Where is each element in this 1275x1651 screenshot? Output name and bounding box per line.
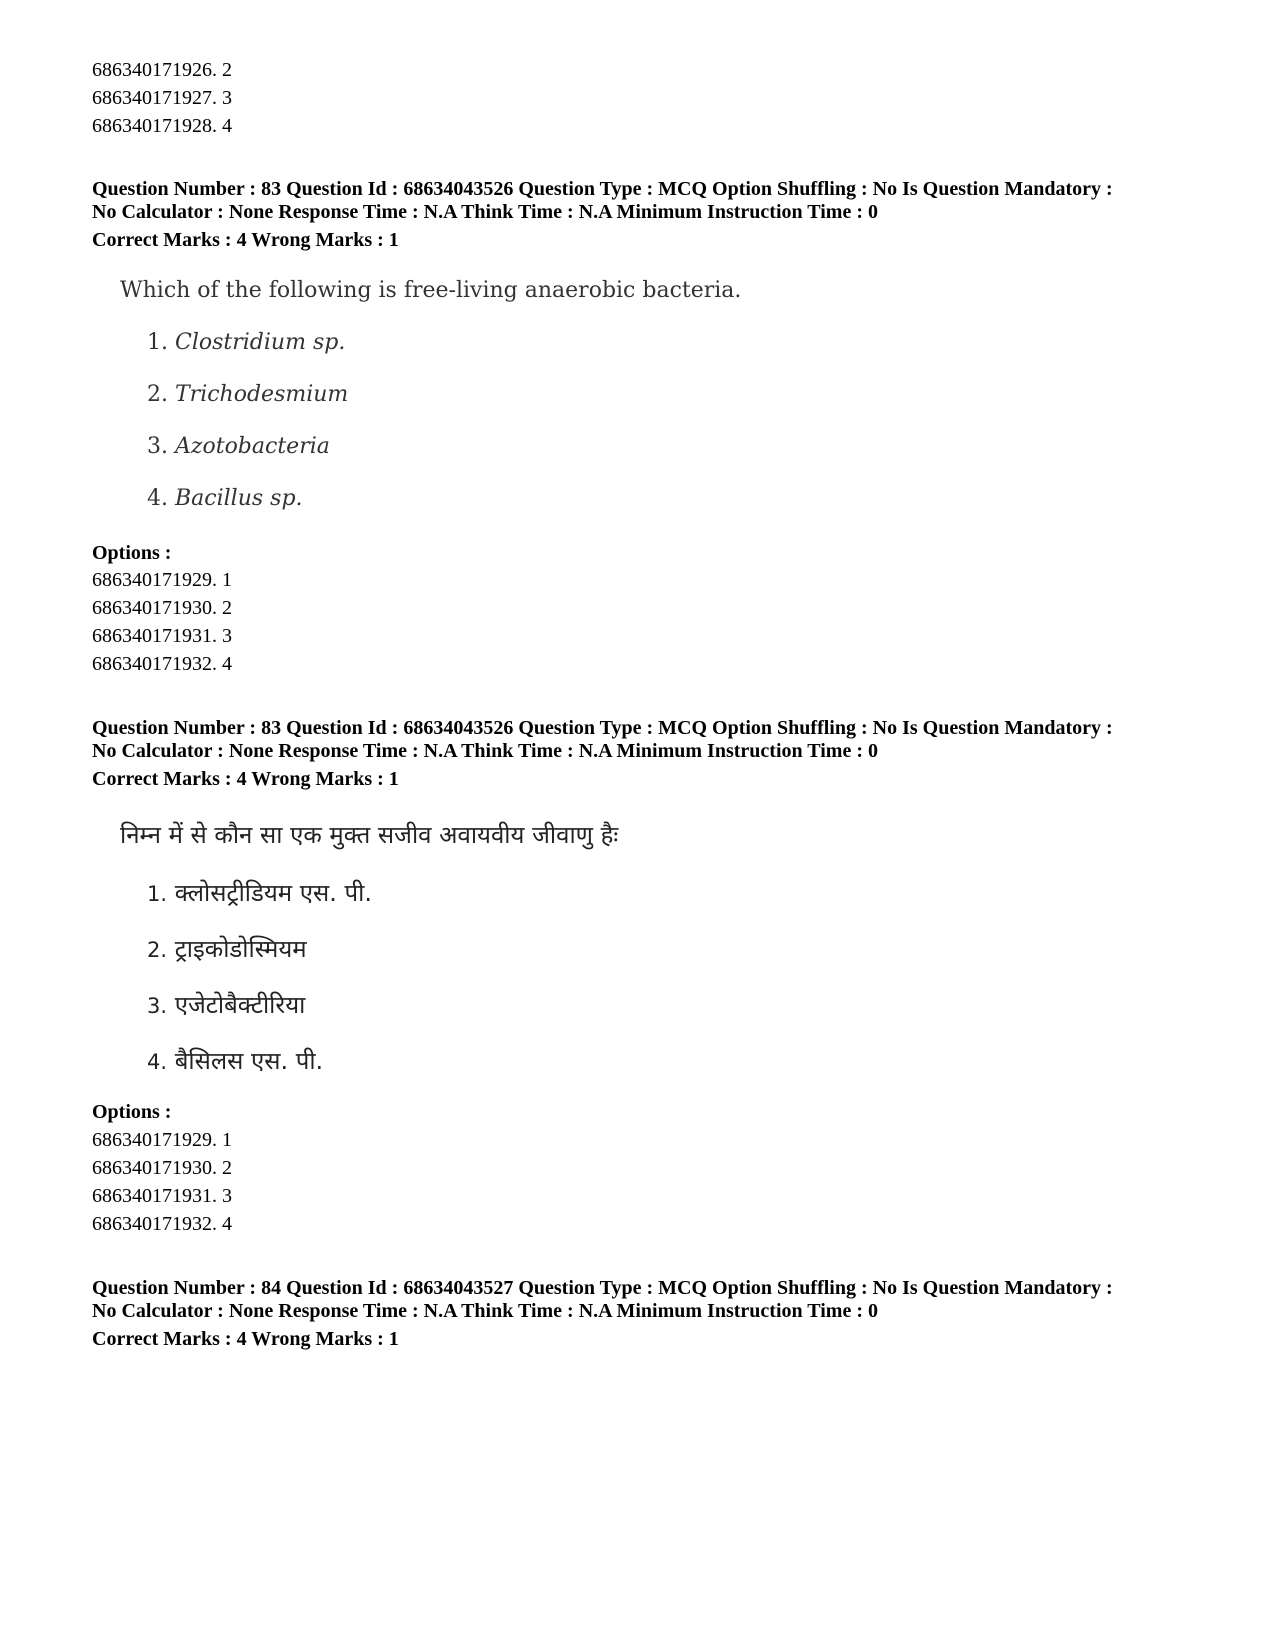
question-header: No Calculator : None Response Time : N.A Think Time : N.A Minimum Instruction Time : 0 bbox=[92, 740, 878, 762]
choice-text: क्लोसट्रीडियम एस. पी. bbox=[174, 879, 372, 907]
question-marks: Correct Marks : 4 Wrong Marks : 1 bbox=[92, 1328, 399, 1350]
choice-number: 3. bbox=[147, 994, 168, 1018]
choice-number: 4. bbox=[147, 486, 168, 511]
option-line: 686340171927. 3 bbox=[92, 87, 232, 109]
question-marks: Correct Marks : 4 Wrong Marks : 1 bbox=[92, 229, 399, 251]
option-line: 686340171931. 3 bbox=[92, 1185, 232, 1207]
option-line: 686340171932. 4 bbox=[92, 1213, 232, 1235]
option-line: 686340171931. 3 bbox=[92, 625, 232, 647]
choice-item bbox=[147, 988, 305, 1021]
choice-item bbox=[147, 876, 372, 909]
choice-number: 2. bbox=[147, 382, 168, 407]
question-stem: Which of the following is free-living anaerobic bacteria. bbox=[120, 278, 742, 303]
choice-text: ट्राइकोडोस्मियम bbox=[174, 935, 307, 963]
choice-text: एजेटोबैक्टीरिया bbox=[174, 991, 306, 1019]
choice-text: बैसिलस एस. पी. bbox=[174, 1047, 324, 1075]
option-line: 686340171926. 2 bbox=[92, 59, 232, 81]
choice-item bbox=[147, 330, 345, 355]
choice-item bbox=[147, 932, 307, 965]
option-line: 686340171929. 1 bbox=[92, 1129, 232, 1151]
options-label: Options : bbox=[92, 1101, 172, 1123]
choice-number: 3. bbox=[147, 434, 168, 459]
option-line: 686340171928. 4 bbox=[92, 115, 232, 137]
choice-text: Trichodesmium bbox=[175, 382, 349, 407]
choice-number: 2. bbox=[147, 938, 168, 962]
question-header: No Calculator : None Response Time : N.A Think Time : N.A Minimum Instruction Time : 0 bbox=[92, 201, 878, 223]
choice-item bbox=[147, 1044, 323, 1077]
question-marks: Correct Marks : 4 Wrong Marks : 1 bbox=[92, 768, 399, 790]
choice-text: Bacillus sp. bbox=[175, 486, 303, 511]
choice-text: Azotobacteria bbox=[175, 434, 330, 459]
question-header: No Calculator : None Response Time : N.A Think Time : N.A Minimum Instruction Time : 0 bbox=[92, 1300, 878, 1322]
question-header: Question Number : 83 Question Id : 68634043526 Question Type : MCQ Option Shuffling : No Is Question Mandatory : bbox=[92, 717, 1113, 739]
choice-item bbox=[147, 486, 303, 511]
choice-item bbox=[147, 382, 348, 407]
choice-number: 1. bbox=[147, 882, 168, 906]
question-header: Question Number : 83 Question Id : 68634043526 Question Type : MCQ Option Shuffling : No Is Question Mandatory : bbox=[92, 178, 1113, 200]
question-stem: निम्न में से कौन सा एक मुक्त सजीव अवायवीय जीवाणु हैः bbox=[120, 821, 619, 849]
option-line: 686340171930. 2 bbox=[92, 1157, 232, 1179]
choice-number: 4. bbox=[147, 1050, 168, 1074]
option-line: 686340171929. 1 bbox=[92, 569, 232, 591]
choice-number: 1. bbox=[147, 330, 168, 355]
choice-text: Clostridium sp. bbox=[175, 330, 346, 355]
options-label: Options : bbox=[92, 542, 172, 564]
option-line: 686340171930. 2 bbox=[92, 597, 232, 619]
question-header: Question Number : 84 Question Id : 68634043527 Question Type : MCQ Option Shuffling : No Is Question Mandatory : bbox=[92, 1277, 1113, 1299]
choice-item bbox=[147, 434, 330, 459]
option-line: 686340171932. 4 bbox=[92, 653, 232, 675]
